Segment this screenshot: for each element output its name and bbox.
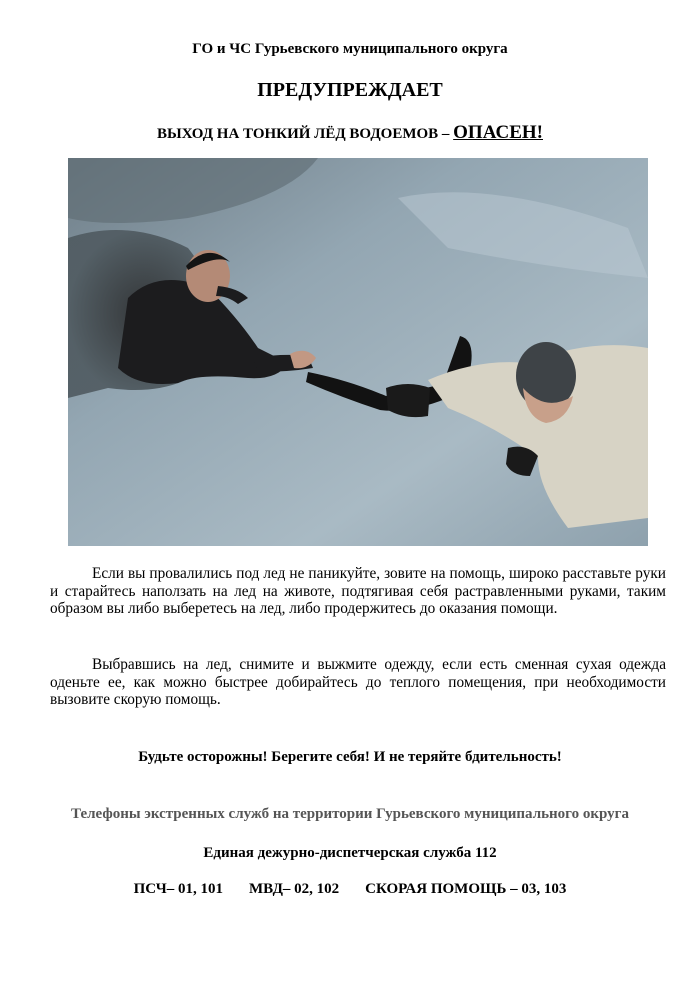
fire-service-number: ПСЧ– 01, 101 [133, 881, 223, 897]
caution-line: Будьте осторожны! Берегите себя! И не теряйте бдительность! [138, 749, 562, 765]
organization-heading: ГО и ЧС Гурьевского муниципального округа [192, 41, 508, 57]
emergency-numbers [0, 881, 700, 898]
warning-heading: ПРЕДУПРЕЖДАЕТ [257, 79, 443, 101]
ambulance-number: СКОРАЯ ПОМОЩЬ – 03, 103 [365, 881, 567, 897]
instruction-paragraph-1: Если вы провалились под лед не паникуйте, зовите на помощь, широко расставьте руки и старайтесь наползать на лед на животе, подтягивая себя растравленными руками, таким образом вы либо выберетесь на лед, либо продержитесь до оказания помощи. [50, 565, 666, 618]
headline [0, 122, 700, 144]
phones-title: Телефоны экстренных служб на территории Гурьевского муниципального округа [71, 806, 629, 822]
police-number: МВД– 02, 102 [249, 881, 340, 897]
ice-rescue-photo [68, 158, 648, 546]
instruction-paragraph-2: Выбравшись на лед, снимите и выжмите одежду, если есть сменная сухая одежда оденьте ее, как можно быстрее добирайтесь до теплого помещения, при необходимости вызовите скорую помощь. [50, 656, 666, 709]
headline-emphasis: ОПАСЕН! [453, 122, 543, 143]
dispatch-line: Единая дежурно-диспетчерская служба 112 [203, 845, 497, 861]
headline-main: ВЫХОД НА ТОНКИЙ ЛЁД ВОДОЕМОВ – [157, 126, 454, 142]
